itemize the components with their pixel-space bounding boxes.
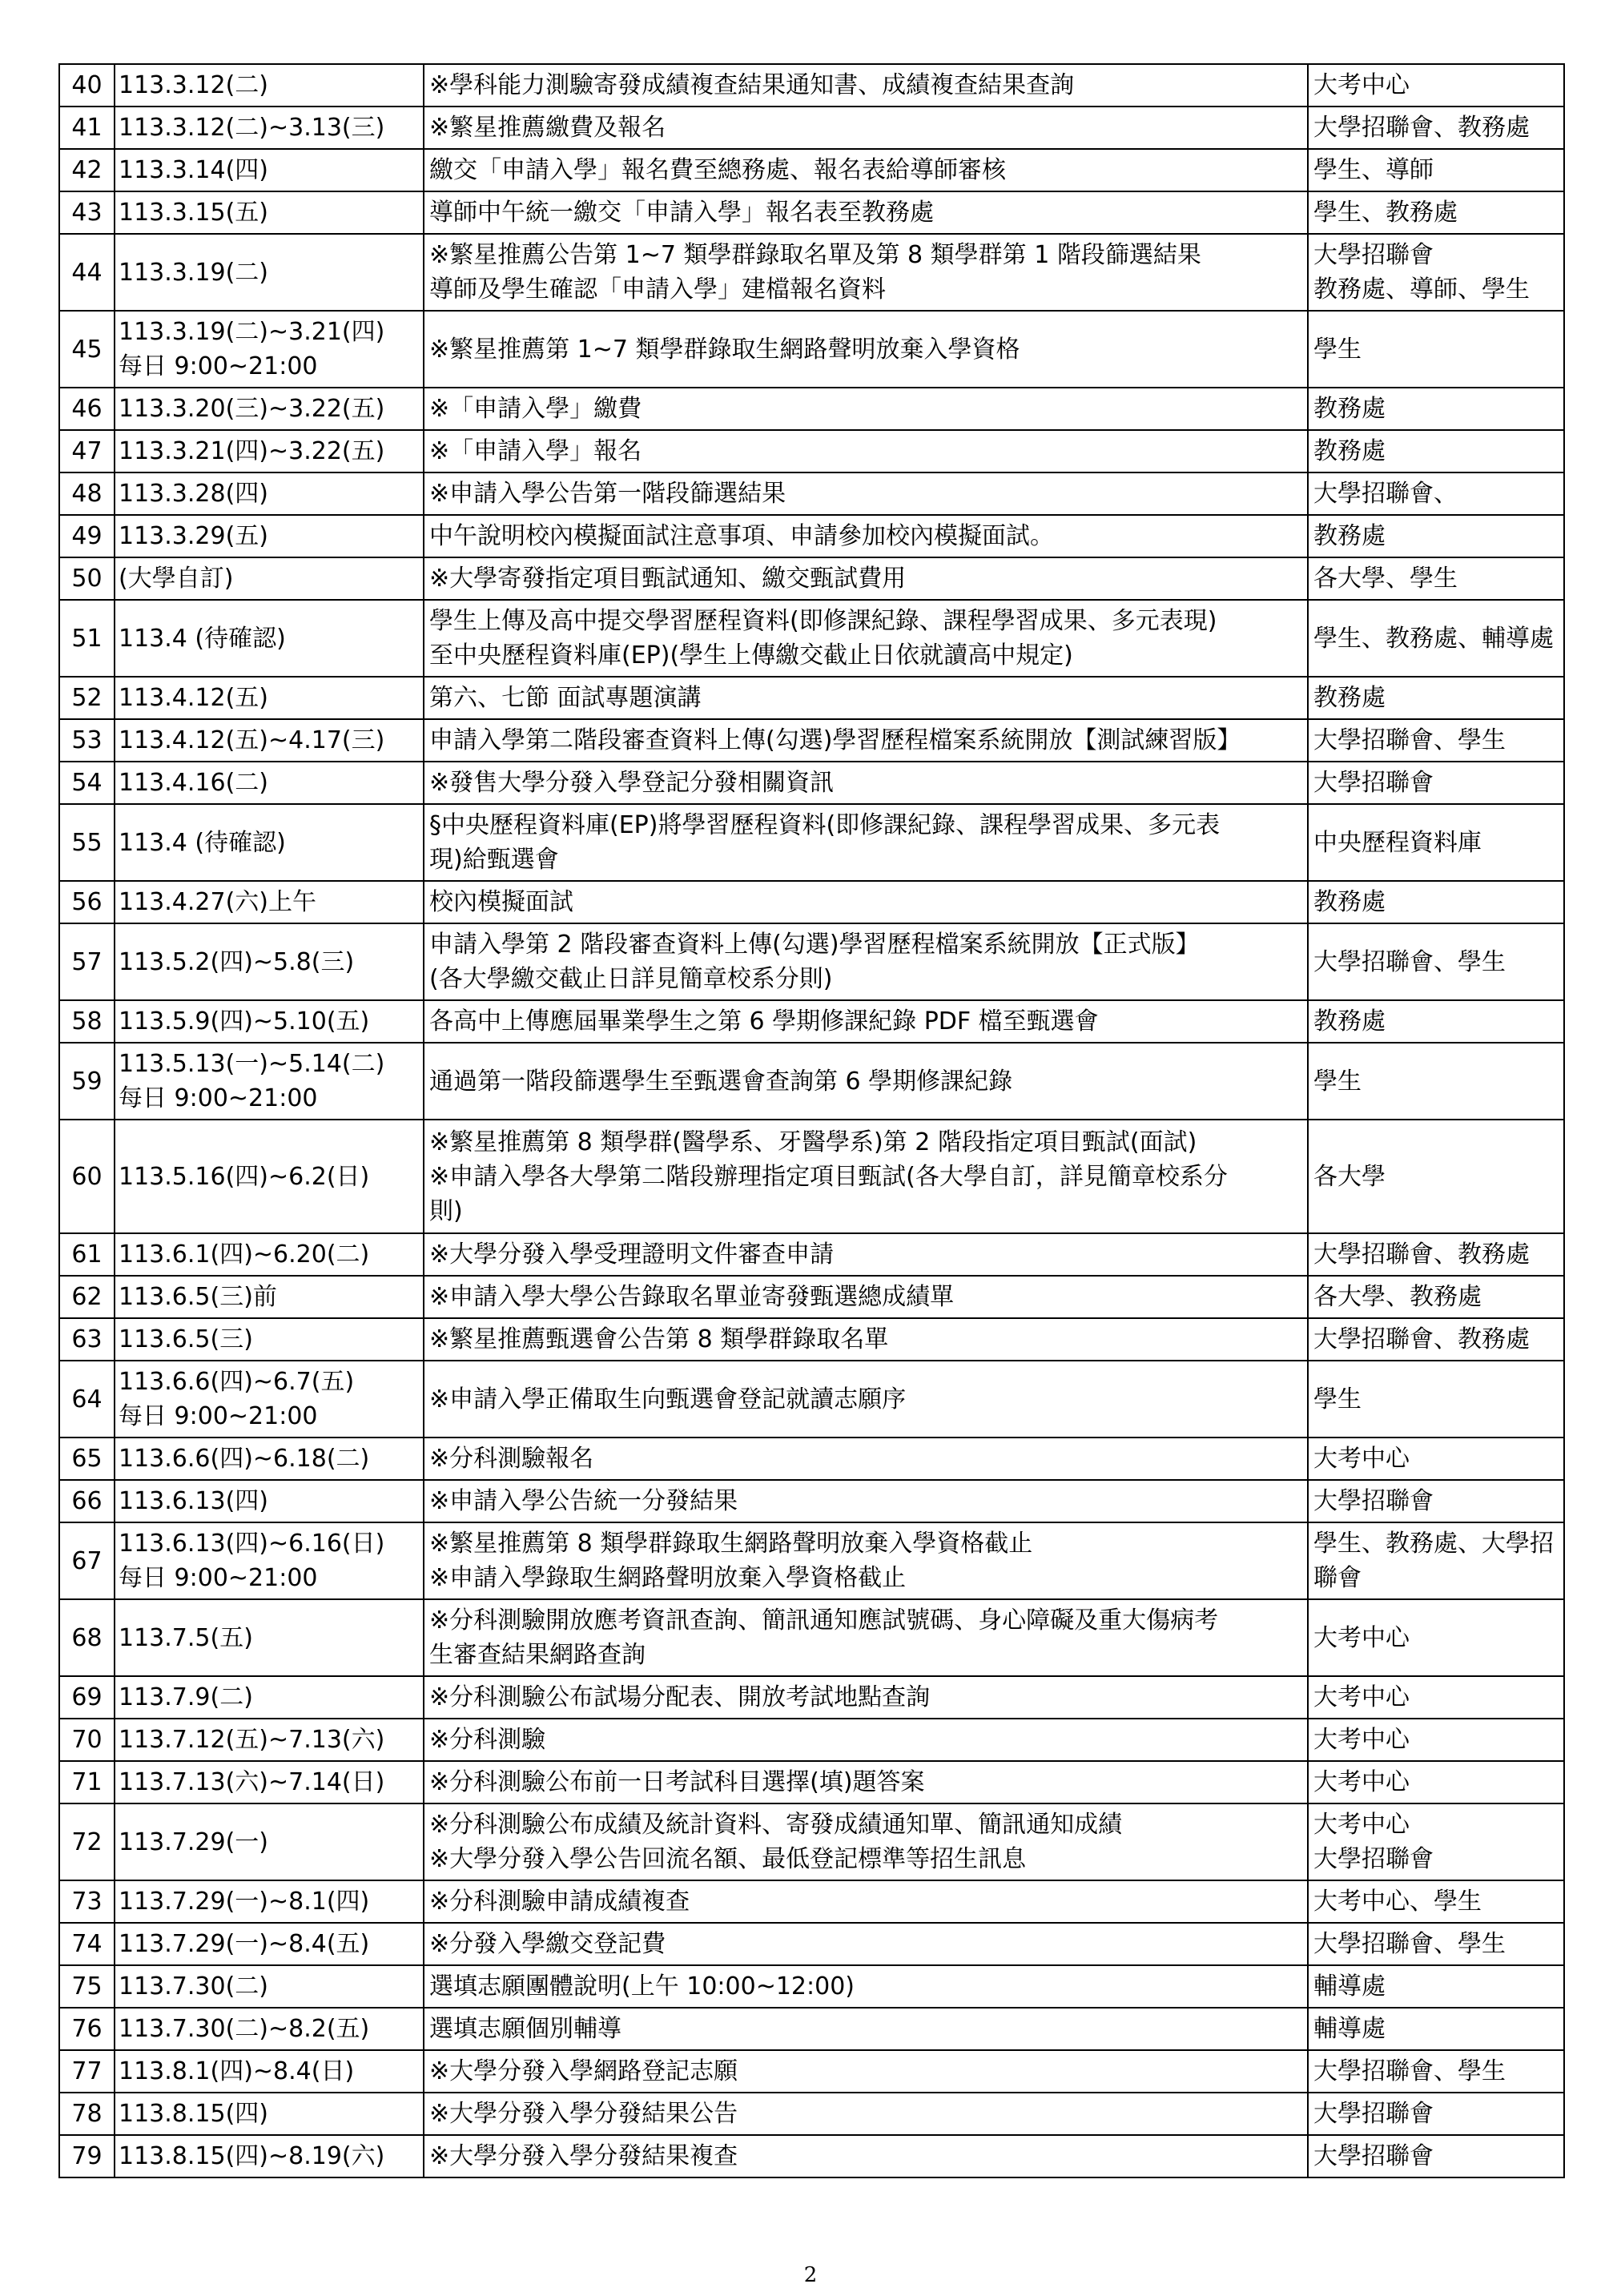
table-row xyxy=(59,881,1564,923)
row-number-cell: 70 xyxy=(59,1719,115,1761)
table-row xyxy=(59,1803,1564,1880)
table-row xyxy=(59,923,1564,1000)
table-row xyxy=(59,1923,1564,1965)
row-number-cell: 54 xyxy=(59,762,115,804)
row-number-cell: 65 xyxy=(59,1438,115,1480)
date-cell: (大學自訂) xyxy=(115,557,424,600)
table-row xyxy=(59,677,1564,719)
unit-cell: 學生 xyxy=(1308,1361,1564,1438)
date-cell: 113.4.12(五) xyxy=(115,677,424,719)
event-cell: 學生上傳及高中提交學習歷程資料(即修課紀錄、課程學習成果、多元表現) 至中央歷程資料庫(EP)(學生上傳繳交截止日依就讀高中規定) xyxy=(424,600,1308,677)
event-cell: ※分科測驗開放應考資訊查詢、簡訊通知應試號碼、身心障礙及重大傷病考 生審查結果網路查詢 xyxy=(424,1599,1308,1676)
event-cell: 校內模擬面試 xyxy=(424,881,1308,923)
event-cell: 第六、七節 面試專題演講 xyxy=(424,677,1308,719)
unit-cell: 大考中心 xyxy=(1308,1599,1564,1676)
row-number-cell: 51 xyxy=(59,600,115,677)
table-row xyxy=(59,719,1564,762)
event-cell: ※大學分發入學分發結果複查 xyxy=(424,2135,1308,2177)
table-row xyxy=(59,1761,1564,1803)
event-cell: ※分科測驗公布試場分配表、開放考試地點查詢 xyxy=(424,1676,1308,1719)
row-number-cell: 64 xyxy=(59,1361,115,1438)
date-cell: 113.7.9(二) xyxy=(115,1676,424,1719)
row-number-cell: 69 xyxy=(59,1676,115,1719)
date-cell: 113.3.12(二)~3.13(三) xyxy=(115,107,424,149)
event-cell: ※大學分發入學分發結果公告 xyxy=(424,2093,1308,2135)
date-cell: 113.6.6(四)~6.7(五) 每日 9:00~21:00 xyxy=(115,1361,424,1438)
table-row xyxy=(59,1522,1564,1599)
date-cell: 113.6.6(四)~6.18(二) xyxy=(115,1438,424,1480)
event-cell: ※發售大學分發入學登記分發相關資訊 xyxy=(424,762,1308,804)
table-row xyxy=(59,430,1564,472)
event-cell: 導師中午統一繳交「申請入學」報名表至教務處 xyxy=(424,191,1308,234)
unit-cell: 大學招聯會 xyxy=(1308,2135,1564,2177)
row-number-cell: 48 xyxy=(59,472,115,515)
unit-cell: 大學招聯會、 xyxy=(1308,472,1564,515)
unit-cell: 大考中心 大學招聯會 xyxy=(1308,1803,1564,1880)
event-cell: ※繁星推薦甄選會公告第 8 類學群錄取名單 xyxy=(424,1318,1308,1361)
unit-cell: 教務處 xyxy=(1308,881,1564,923)
row-number-cell: 63 xyxy=(59,1318,115,1361)
unit-cell: 大學招聯會、學生 xyxy=(1308,719,1564,762)
unit-cell: 教務處 xyxy=(1308,388,1564,430)
row-number-cell: 50 xyxy=(59,557,115,600)
unit-cell: 大學招聯會 教務處、導師、學生 xyxy=(1308,234,1564,311)
row-number-cell: 52 xyxy=(59,677,115,719)
date-cell: 113.3.14(四) xyxy=(115,149,424,191)
unit-cell: 大學招聯會、教務處 xyxy=(1308,1318,1564,1361)
date-cell: 113.7.30(二) xyxy=(115,1965,424,2008)
date-cell: 113.7.13(六)~7.14(日) xyxy=(115,1761,424,1803)
unit-cell: 學生 xyxy=(1308,1043,1564,1120)
table-row xyxy=(59,1438,1564,1480)
unit-cell: 大學招聯會、學生 xyxy=(1308,1923,1564,1965)
event-cell: ※繁星推薦公告第 1~7 類學群錄取名單及第 8 類學群第 1 階段篩選結果 導師及學生確認「申請入學」建檔報名資料 xyxy=(424,234,1308,311)
row-number-cell: 62 xyxy=(59,1276,115,1318)
unit-cell: 大考中心 xyxy=(1308,64,1564,107)
table-row xyxy=(59,311,1564,388)
date-cell: 113.4.16(二) xyxy=(115,762,424,804)
unit-cell: 學生、教務處 xyxy=(1308,191,1564,234)
date-cell: 113.5.2(四)~5.8(三) xyxy=(115,923,424,1000)
event-cell: §中央歷程資料庫(EP)將學習歷程資料(即修課紀錄、課程學習成果、多元表 現)給甄選會 xyxy=(424,804,1308,881)
event-cell: ※申請入學公告第一階段篩選結果 xyxy=(424,472,1308,515)
date-cell: 113.3.19(二)~3.21(四) 每日 9:00~21:00 xyxy=(115,311,424,388)
unit-cell: 各大學、學生 xyxy=(1308,557,1564,600)
unit-cell: 教務處 xyxy=(1308,430,1564,472)
row-number-cell: 56 xyxy=(59,881,115,923)
event-cell: 各高中上傳應屆畢業學生之第 6 學期修課紀錄 PDF 檔至甄選會 xyxy=(424,1000,1308,1043)
table-row xyxy=(59,2093,1564,2135)
unit-cell: 大學招聯會 xyxy=(1308,2093,1564,2135)
unit-cell: 大考中心 xyxy=(1308,1761,1564,1803)
row-number-cell: 55 xyxy=(59,804,115,881)
row-number-cell: 74 xyxy=(59,1923,115,1965)
row-number-cell: 47 xyxy=(59,430,115,472)
date-cell: 113.3.28(四) xyxy=(115,472,424,515)
event-cell: ※繁星推薦第 1~7 類學群錄取生網路聲明放棄入學資格 xyxy=(424,311,1308,388)
row-number-cell: 57 xyxy=(59,923,115,1000)
row-number-cell: 76 xyxy=(59,2008,115,2050)
event-cell: 申請入學第二階段審查資料上傳(勾選)學習歷程檔案系統開放【測試練習版】 xyxy=(424,719,1308,762)
page-number: 2 xyxy=(803,2263,818,2287)
date-cell: 113.7.12(五)~7.13(六) xyxy=(115,1719,424,1761)
table-row xyxy=(59,1276,1564,1318)
event-cell: ※申請入學大學公告錄取名單並寄發甄選總成績單 xyxy=(424,1276,1308,1318)
row-number-cell: 60 xyxy=(59,1120,115,1233)
table-row xyxy=(59,1676,1564,1719)
event-cell: ※申請入學公告統一分發結果 xyxy=(424,1480,1308,1522)
date-cell: 113.6.1(四)~6.20(二) xyxy=(115,1233,424,1276)
date-cell: 113.3.29(五) xyxy=(115,515,424,557)
date-cell: 113.6.5(三)前 xyxy=(115,1276,424,1318)
date-cell: 113.3.15(五) xyxy=(115,191,424,234)
event-cell: ※分科測驗 xyxy=(424,1719,1308,1761)
row-number-cell: 66 xyxy=(59,1480,115,1522)
date-cell: 113.8.15(四)~8.19(六) xyxy=(115,2135,424,2177)
row-number-cell: 67 xyxy=(59,1522,115,1599)
table-row xyxy=(59,472,1564,515)
row-number-cell: 73 xyxy=(59,1880,115,1923)
table-row xyxy=(59,2008,1564,2050)
event-cell: 選填志願團體說明(上午 10:00~12:00) xyxy=(424,1965,1308,2008)
row-number-cell: 58 xyxy=(59,1000,115,1043)
date-cell: 113.7.29(一) xyxy=(115,1803,424,1880)
table-row xyxy=(59,149,1564,191)
event-cell: ※繁星推薦第 8 類學群(醫學系、牙醫學系)第 2 階段指定項目甄試(面試) ※申請入學各大學第二階段辦理指定項目甄試(各大學自訂，詳見簡章校系分 則) xyxy=(424,1120,1308,1233)
row-number-cell: 79 xyxy=(59,2135,115,2177)
event-cell: 申請入學第 2 階段審查資料上傳(勾選)學習歷程檔案系統開放【正式版】 (各大學繳交截止日詳見簡章校系分則) xyxy=(424,923,1308,1000)
table-row xyxy=(59,1965,1564,2008)
event-cell: ※大學分發入學受理證明文件審查申請 xyxy=(424,1233,1308,1276)
unit-cell: 教務處 xyxy=(1308,515,1564,557)
event-cell: ※分科測驗公布成績及統計資料、寄發成績通知單、簡訊通知成績 ※大學分發入學公告回流名額、最低登記標準等招生訊息 xyxy=(424,1803,1308,1880)
event-cell: ※大學寄發指定項目甄試通知、繳交甄試費用 xyxy=(424,557,1308,600)
row-number-cell: 46 xyxy=(59,388,115,430)
row-number-cell: 44 xyxy=(59,234,115,311)
table-row xyxy=(59,515,1564,557)
date-cell: 113.6.13(四) xyxy=(115,1480,424,1522)
row-number-cell: 40 xyxy=(59,64,115,107)
row-number-cell: 75 xyxy=(59,1965,115,2008)
schedule-table xyxy=(58,63,1565,2178)
date-cell: 113.4 (待確認) xyxy=(115,804,424,881)
event-cell: 選填志願個別輔導 xyxy=(424,2008,1308,2050)
unit-cell: 大學招聯會、學生 xyxy=(1308,923,1564,1000)
event-cell: ※分科測驗公布前一日考試科目選擇(填)題答案 xyxy=(424,1761,1308,1803)
table-row xyxy=(59,762,1564,804)
event-cell: ※繁星推薦第 8 類學群錄取生網路聲明放棄入學資格截止 ※申請入學錄取生網路聲明放棄入學資格截止 xyxy=(424,1522,1308,1599)
unit-cell: 大考中心、學生 xyxy=(1308,1880,1564,1923)
date-cell: 113.5.13(一)~5.14(二) 每日 9:00~21:00 xyxy=(115,1043,424,1120)
event-cell: ※分發入學繳交登記費 xyxy=(424,1923,1308,1965)
row-number-cell: 68 xyxy=(59,1599,115,1676)
unit-cell: 輔導處 xyxy=(1308,1965,1564,2008)
date-cell: 113.7.29(一)~8.4(五) xyxy=(115,1923,424,1965)
date-cell: 113.3.20(三)~3.22(五) xyxy=(115,388,424,430)
row-number-cell: 41 xyxy=(59,107,115,149)
unit-cell: 學生、導師 xyxy=(1308,149,1564,191)
event-cell: ※「申請入學」繳費 xyxy=(424,388,1308,430)
table-row xyxy=(59,1043,1564,1120)
event-cell: 通過第一階段篩選學生至甄選會查詢第 6 學期修課紀錄 xyxy=(424,1043,1308,1120)
date-cell: 113.5.9(四)~5.10(五) xyxy=(115,1000,424,1043)
event-cell: ※「申請入學」報名 xyxy=(424,430,1308,472)
table-row xyxy=(59,1599,1564,1676)
date-cell: 113.8.15(四) xyxy=(115,2093,424,2135)
date-cell: 113.4.27(六)上午 xyxy=(115,881,424,923)
unit-cell: 中央歷程資料庫 xyxy=(1308,804,1564,881)
row-number-cell: 78 xyxy=(59,2093,115,2135)
date-cell: 113.3.19(二) xyxy=(115,234,424,311)
event-cell: ※分科測驗報名 xyxy=(424,1438,1308,1480)
unit-cell: 大學招聯會 xyxy=(1308,762,1564,804)
unit-cell: 大考中心 xyxy=(1308,1438,1564,1480)
row-number-cell: 53 xyxy=(59,719,115,762)
row-number-cell: 59 xyxy=(59,1043,115,1120)
row-number-cell: 61 xyxy=(59,1233,115,1276)
event-cell: ※分科測驗申請成績複查 xyxy=(424,1880,1308,1923)
table-row xyxy=(59,1719,1564,1761)
date-cell: 113.6.13(四)~6.16(日) 每日 9:00~21:00 xyxy=(115,1522,424,1599)
unit-cell: 大考中心 xyxy=(1308,1676,1564,1719)
date-cell: 113.4 (待確認) xyxy=(115,600,424,677)
table-row xyxy=(59,2135,1564,2177)
date-cell: 113.7.30(二)~8.2(五) xyxy=(115,2008,424,2050)
date-cell: 113.7.29(一)~8.1(四) xyxy=(115,1880,424,1923)
unit-cell: 輔導處 xyxy=(1308,2008,1564,2050)
row-number-cell: 43 xyxy=(59,191,115,234)
table-row xyxy=(59,1318,1564,1361)
unit-cell: 大學招聯會、教務處 xyxy=(1308,1233,1564,1276)
event-cell: 繳交「申請入學」報名費至總務處、報名表給導師審核 xyxy=(424,149,1308,191)
unit-cell: 學生、教務處、輔導處 xyxy=(1308,600,1564,677)
table-row xyxy=(59,557,1564,600)
unit-cell: 教務處 xyxy=(1308,1000,1564,1043)
date-cell: 113.3.21(四)~3.22(五) xyxy=(115,430,424,472)
event-cell: ※繁星推薦繳費及報名 xyxy=(424,107,1308,149)
table-row xyxy=(59,1233,1564,1276)
row-number-cell: 45 xyxy=(59,311,115,388)
date-cell: 113.3.12(二) xyxy=(115,64,424,107)
table-row xyxy=(59,1000,1564,1043)
unit-cell: 學生 xyxy=(1308,311,1564,388)
event-cell: 中午說明校內模擬面試注意事項、申請參加校內模擬面試。 xyxy=(424,515,1308,557)
unit-cell: 學生、教務處、大學招 聯會 xyxy=(1308,1522,1564,1599)
event-cell: ※學科能力測驗寄發成績複查結果通知書、成績複查結果查詢 xyxy=(424,64,1308,107)
row-number-cell: 77 xyxy=(59,2050,115,2093)
unit-cell: 大學招聯會、學生 xyxy=(1308,2050,1564,2093)
table-row xyxy=(59,388,1564,430)
table-row xyxy=(59,107,1564,149)
table-row xyxy=(59,1480,1564,1522)
unit-cell: 大學招聯會、教務處 xyxy=(1308,107,1564,149)
date-cell: 113.6.5(三) xyxy=(115,1318,424,1361)
schedule-table-body xyxy=(59,64,1564,2177)
row-number-cell: 71 xyxy=(59,1761,115,1803)
event-cell: ※大學分發入學網路登記志願 xyxy=(424,2050,1308,2093)
table-row xyxy=(59,191,1564,234)
unit-cell: 大學招聯會 xyxy=(1308,1480,1564,1522)
event-cell: ※申請入學正備取生向甄選會登記就讀志願序 xyxy=(424,1361,1308,1438)
table-row xyxy=(59,64,1564,107)
table-row xyxy=(59,1361,1564,1438)
date-cell: 113.8.1(四)~8.4(日) xyxy=(115,2050,424,2093)
date-cell: 113.5.16(四)~6.2(日) xyxy=(115,1120,424,1233)
table-row xyxy=(59,1120,1564,1233)
unit-cell: 大考中心 xyxy=(1308,1719,1564,1761)
table-row xyxy=(59,600,1564,677)
table-row xyxy=(59,2050,1564,2093)
table-row xyxy=(59,234,1564,311)
row-number-cell: 42 xyxy=(59,149,115,191)
table-row xyxy=(59,804,1564,881)
unit-cell: 各大學 xyxy=(1308,1120,1564,1233)
row-number-cell: 49 xyxy=(59,515,115,557)
table-row xyxy=(59,1880,1564,1923)
row-number-cell: 72 xyxy=(59,1803,115,1880)
date-cell: 113.4.12(五)~4.17(三) xyxy=(115,719,424,762)
unit-cell: 教務處 xyxy=(1308,677,1564,719)
date-cell: 113.7.5(五) xyxy=(115,1599,424,1676)
unit-cell: 各大學、教務處 xyxy=(1308,1276,1564,1318)
